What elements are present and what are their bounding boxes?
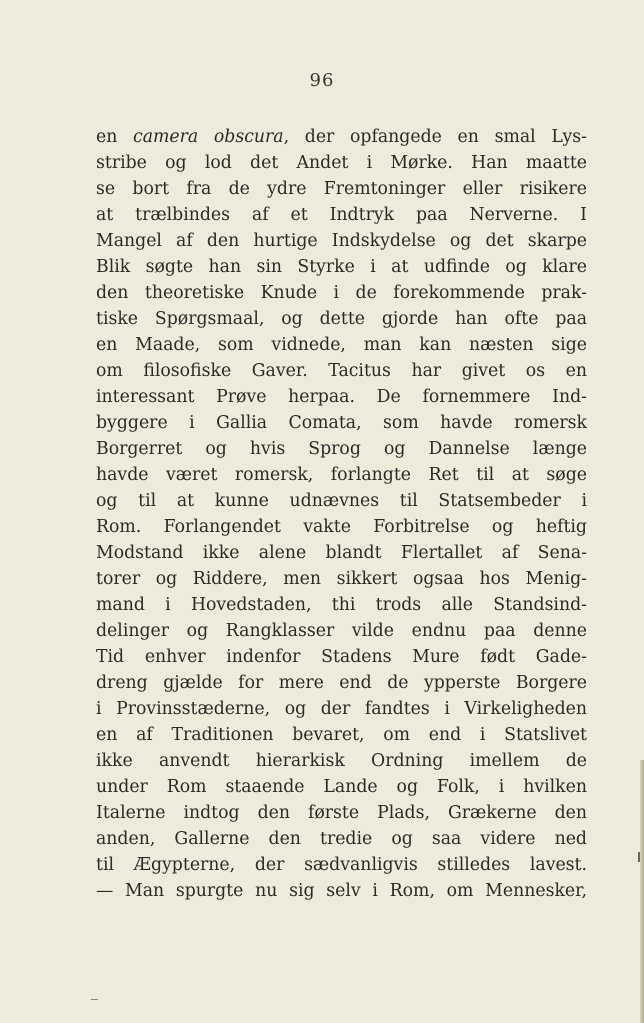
text-line: Mangel af den hurtige Indskydelse og det skarpe xyxy=(96,231,587,251)
text-line xyxy=(96,124,587,150)
text-line: en Maade, som vidnede, man kan næsten sige xyxy=(96,335,587,355)
text-line: at trælbindes af et Indtryk paa Nerverne. I xyxy=(96,205,587,225)
text-line: havde været romersk, forlangte Ret til at søge xyxy=(96,465,587,485)
text-line: om filosofiske Gaver. Tacitus har givet os en xyxy=(96,361,587,381)
page-edge-shadow xyxy=(640,760,644,1023)
body-text xyxy=(96,124,587,904)
text-line: Blik søgte han sin Styrke i at udfinde og klare xyxy=(96,257,587,277)
line-suffix: , der opfangede en smal Lys- xyxy=(283,127,587,147)
text-line: under Rom staaende Lande og Folk, i hvilken xyxy=(96,777,587,797)
text-line: og til at kunne udnævnes til Statsembeder i xyxy=(96,491,587,511)
text-line: tiske Spørgsmaal, og dette gjorde han ofte paa xyxy=(96,309,587,329)
text-line: Rom. Forlangendet vakte Forbitrelse og heftig xyxy=(96,517,587,537)
text-line: ikke anvendt hierarkisk Ordning imellem de xyxy=(96,751,587,771)
text-line: — Man spurgte nu sig selv i Rom, om Mennesker, xyxy=(96,881,587,901)
text-line: en af Traditionen bevaret, om end i Statslivet xyxy=(96,725,587,745)
text-line: Italerne indtog den første Plads, Grækerne den xyxy=(96,803,587,823)
text-line: til Ægypterne, der sædvanligvis stilledes lavest. xyxy=(96,855,587,875)
text-line: anden, Gallerne den tredie og saa videre ned xyxy=(96,829,587,849)
text-line: interessant Prøve herpaa. De fornemmere Ind- xyxy=(96,387,587,407)
text-line: se bort fra de ydre Fremtoninger eller risikere xyxy=(96,179,587,199)
italic-term: camera obscura xyxy=(133,127,284,147)
text-line: den theoretiske Knude i de forekommende prak- xyxy=(96,283,587,303)
text-line: Tid enhver indenfor Stadens Mure født Gade- xyxy=(96,647,587,667)
line-prefix: en xyxy=(96,127,134,147)
text-line: torer og Riddere, men sikkert ogsaa hos Menig- xyxy=(96,569,587,589)
bottom-mark xyxy=(91,999,98,1000)
edge-mark xyxy=(638,852,640,862)
text-line: delinger og Rangklasser vilde endnu paa denne xyxy=(96,621,587,641)
text-line: Borgerret og hvis Sprog og Dannelse længe xyxy=(96,439,587,459)
page-number: 96 xyxy=(309,70,335,91)
text-line: mand i Hovedstaden, thi trods alle Standsind- xyxy=(96,595,587,615)
text-line: Modstand ikke alene blandt Flertallet af Sena- xyxy=(96,543,587,563)
text-line: i Provinsstæderne, og der fandtes i Virkeligheden xyxy=(96,699,587,719)
text-line: dreng gjælde for mere end de ypperste Borgere xyxy=(96,673,587,693)
text-line: stribe og lod det Andet i Mørke. Han maatte xyxy=(96,153,587,173)
text-line: byggere i Gallia Comata, som havde romersk xyxy=(96,413,587,433)
